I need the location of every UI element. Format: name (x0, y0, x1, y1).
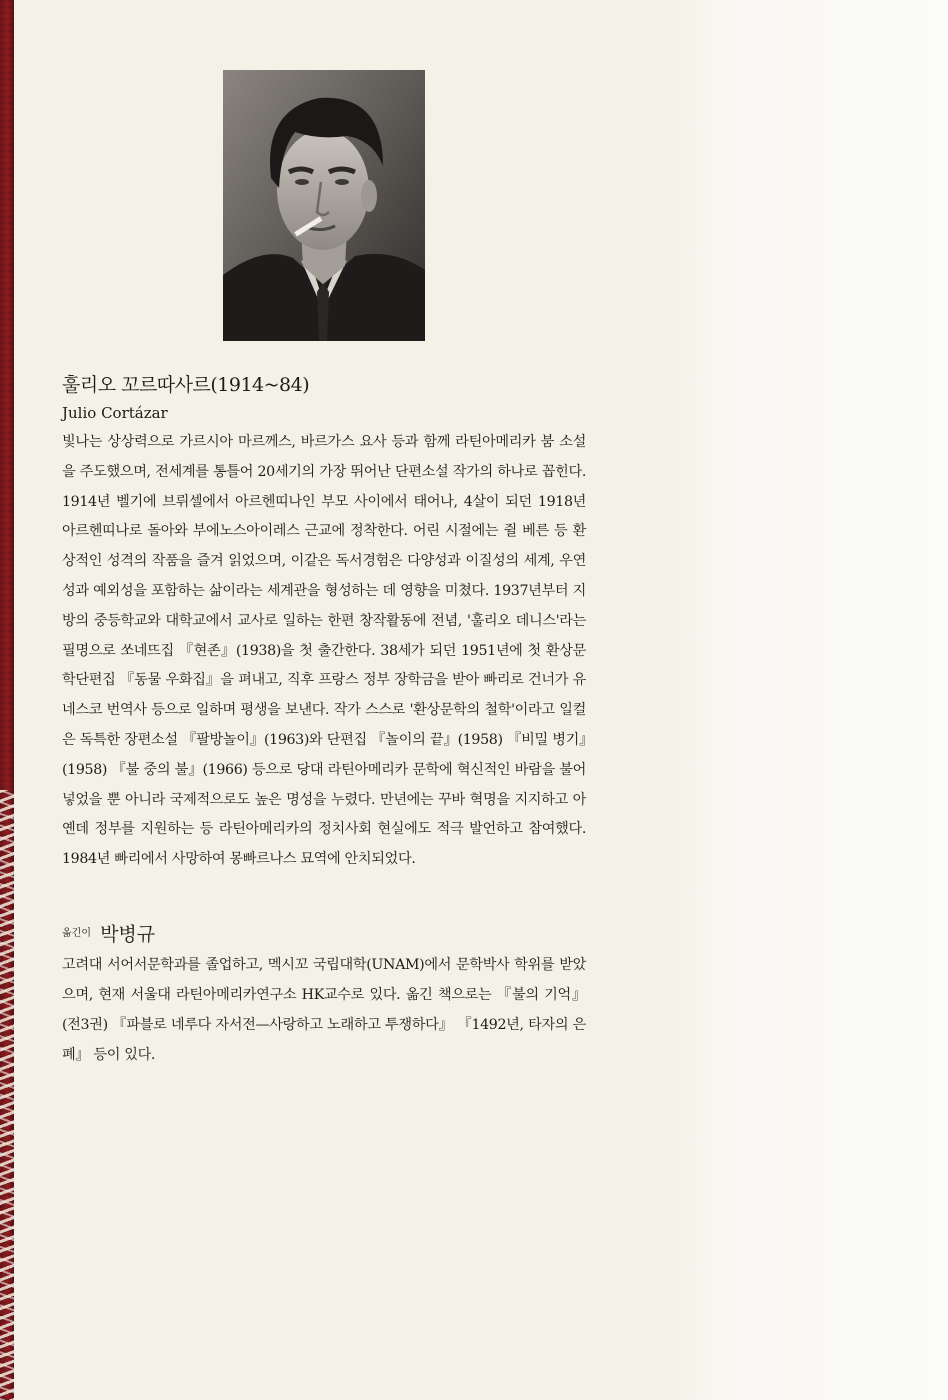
translator-section (62, 919, 586, 1071)
content-area (62, 370, 586, 1071)
author-name-english: Julio Cortázar (62, 404, 168, 422)
page-edge (658, 0, 948, 1400)
spine-pattern (0, 790, 14, 1400)
author-biography: 빛나는 상상력으로 가르시아 마르께스, 바르가스 요사 등과 함께 라틴아메리카 붐 소설을 주도했으며, 전세계를 통틀어 20세기의 가장 뛰어난 단편소설 작가의 하나로 꼽힌다. 1914년 벨기에 브뤼셀에서 아르헨띠나인 부모 사이에서 태어나, 4살이 되던 1918년 아르헨띠나로 돌아와 부에노스아이레스 근교에 정착한다. 어린 시절에는 쥘 베른 등 환상적인 성격의 작품을 즐겨 읽었으며, 이같은 독서경험은 다양성과 이질성의 세계, 우연성과 예외성을 포함하는 삶이라는 세계관을 형성하는 데 영향을 미쳤다. 1937년부터 지방의 중등학교와 대학교에서 교사로 일하는 한편 창작활동에 전념, '훌리오 데니스'라는 필명으로 쏘네뜨집 『현존』(1938)을 첫 출간한다. 38세가 되던 1951년에 첫 환상문학단편집 『동물 우화집』을 펴내고, 직후 프랑스 정부 장학금을 받아 빠리로 건너가 유네스코 번역사 등으로 일하며 평생을 보낸다. 작가 스스로 '환상문학의 철학'이라고 일컬은 독특한 장편소설 『팔방놀이』(1963)와 단편집 『놀이의 끝』(1958) 『비밀 병기』(1958) 『불 중의 불』(1966) 등으로 당대 라틴아메리카 문학에 혁신적인 바람을 불어넣었을 뿐 아니라 국제적으로도 높은 명성을 누렸다. 만년에는 꾸바 혁명을 지지하고 아옌데 정부를 지원하는 등 라틴아메리카의 정치사회 현실에도 적극 발언하고 참여했다. 1984년 빠리에서 사망하여 몽빠르나스 묘역에 안치되었다. (62, 434, 586, 868)
translator-role: 옮긴이 (62, 928, 91, 940)
translator-heading (62, 919, 586, 950)
book-spine (0, 0, 14, 1400)
author-name-korean: 훌리오 꼬르따사르(1914~84) (62, 374, 310, 396)
translator-name: 박병규 (100, 923, 156, 946)
translator-biography: 고려대 서어서문학과를 졸업하고, 멕시꼬 국립대학(UNAM)에서 문학박사 학위를 받았으며, 현재 서울대 라틴아메리카연구소 HK교수로 있다. 옮긴 책으로는 『불의 기억』(전3권) 『파블로 네루다 자서전—사랑하고 노래하고 투쟁하다』 『1492년, 타자의 은폐』 등이 있다. (62, 957, 586, 1063)
author-photo (223, 70, 425, 341)
